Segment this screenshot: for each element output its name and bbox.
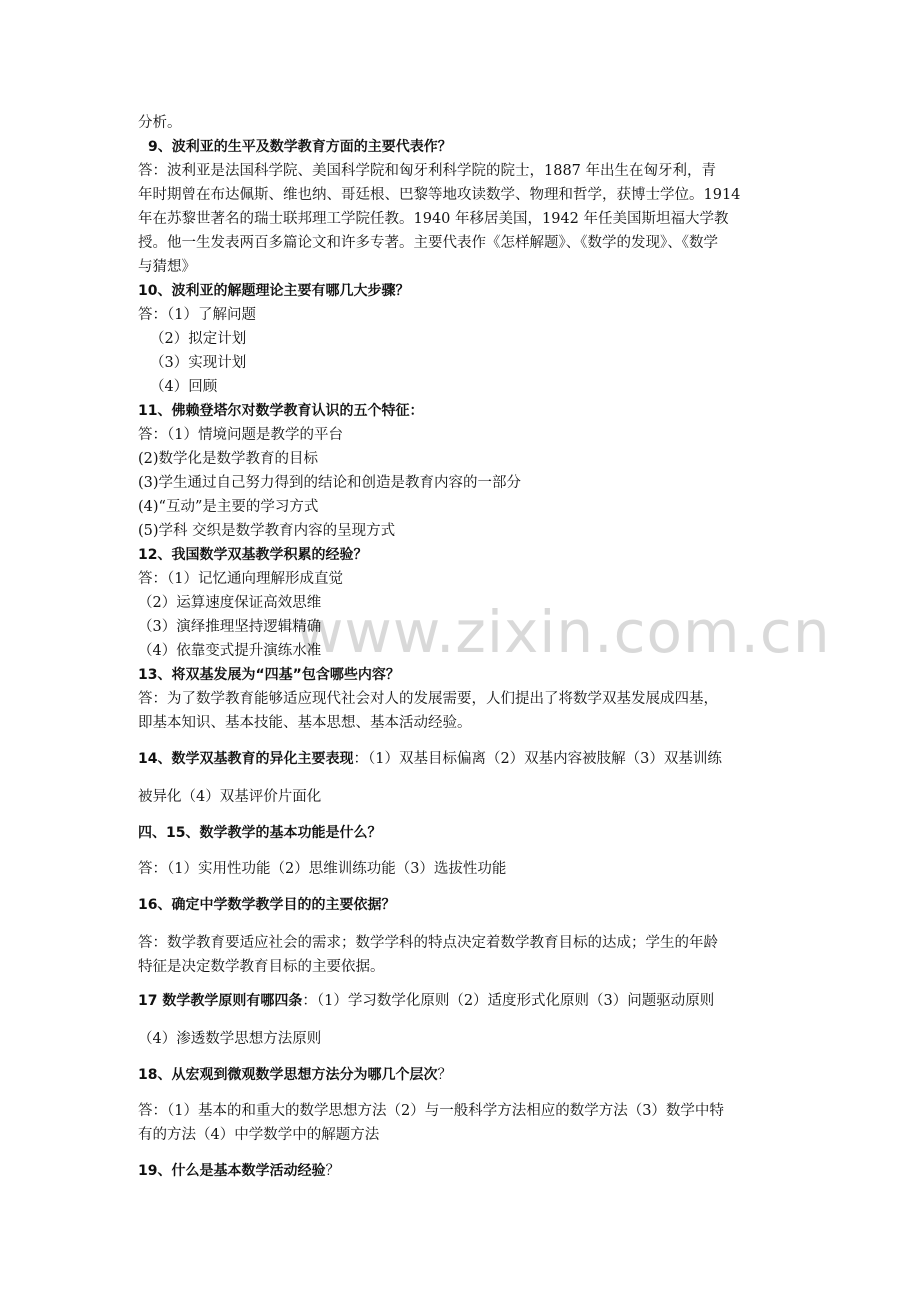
text-line: （4）渗透数学思想方法原则 <box>138 1031 322 1047</box>
text-line: 被异化（4）双基评价片面化 <box>138 789 322 805</box>
question-17-heading: 17 数学教学原则有哪四条 <box>138 993 303 1009</box>
question-18-heading: 18、从宏观到微观数学思想方法分为哪几个层次 <box>138 1067 438 1083</box>
question-17-line <box>138 990 714 1012</box>
question-19-mark: ？ <box>325 1163 340 1179</box>
text-line: 答：（1）实用性功能（2）思维训练功能（3）选拔性功能 <box>138 861 507 877</box>
text-line: 即基本知识、基本技能、基本思想、基本活动经验。 <box>138 715 472 731</box>
question-18-line <box>138 1064 452 1086</box>
text-line: 答：（1）基本的和重大的数学思想方法（2）与一般科学方法相应的数学方法（3）数学中特 <box>138 1103 724 1119</box>
question-11-heading: 11、佛赖登塔尔对数学教育认识的五个特征： <box>138 403 424 419</box>
text-line: 答：为了数学教育能够适应现代社会对人的发展需要，人们提出了将数学双基发展成四基， <box>138 691 718 707</box>
text-line: 有的方法（4）中学数学中的解题方法 <box>138 1127 380 1143</box>
text-line: （3）演绎推理坚持逻辑精确 <box>138 619 322 635</box>
text-line: (2)数学化是数学教育的目标 <box>138 451 319 467</box>
text-line: 答：（1）了解问题 <box>138 307 256 323</box>
question-13-heading: 13、将双基发展为“四基”包含哪些内容？ <box>138 667 400 683</box>
text-line: 授。他一生发表两百多篇论文和许多专著。主要代表作《怎样解题》、《数学的发现》、《数学 <box>138 235 718 251</box>
watermark: www.zixin.com.cn <box>296 598 831 666</box>
question-9-heading: 9、波利亚的生平及数学教育方面的主要代表作？ <box>148 139 452 155</box>
text-line: 特征是决定数学教育目标的主要依据。 <box>138 959 385 975</box>
text-line: （4）回顾 <box>150 379 218 395</box>
text-line: (5)学科 交织是数学教育内容的呈现方式 <box>138 523 396 539</box>
question-14-line <box>138 748 722 770</box>
question-15-heading: 四、15、数学教学的基本功能是什么？ <box>138 825 382 841</box>
text-line: 答：（1）情境问题是教学的平台 <box>138 427 343 443</box>
text-line: 答：（1）记忆通向理解形成直觉 <box>138 571 343 587</box>
text-line: 年在苏黎世著名的瑞士联邦理工学院任教。1940 年移居美国，1942 年任美国斯坦福大学教 <box>138 211 729 227</box>
question-14-heading: 14、数学双基教育的异化主要表现 <box>138 751 354 767</box>
question-10-heading: 10、波利亚的解题理论主要有哪几大步骤？ <box>138 283 410 299</box>
question-18-mark: ？ <box>437 1067 452 1083</box>
question-19-heading: 19、什么是基本数学活动经验 <box>138 1163 326 1179</box>
text-line: 分析。 <box>138 115 182 131</box>
question-19-line <box>138 1160 340 1182</box>
text-line: (4)“互动”是主要的学习方式 <box>138 499 319 515</box>
question-14-answer: ：（1）双基目标偏离（2）双基内容被肢解（3）双基训练 <box>353 751 722 767</box>
text-line: 答：数学教育要适应社会的需求；数学学科的特点决定着数学教育目标的达成；学生的年龄 <box>138 935 718 951</box>
question-16-heading: 16、确定中学数学教学目的的主要依据？ <box>138 897 396 913</box>
question-17-answer: ：（1）学习数学化原则（2）适度形式化原则（3）问题驱动原则 <box>302 993 715 1009</box>
text-line: 年时期曾在布达佩斯、维也纳、哥廷根、巴黎等地攻读数学、物理和哲学，获博士学位。1914 <box>138 187 741 203</box>
text-line: （4）依靠变式提升演练水准 <box>138 643 322 659</box>
text-line: （2）拟定计划 <box>150 331 247 347</box>
text-line: 答：波利亚是法国科学院、美国科学院和匈牙利科学院的院士，1887 年出生在匈牙利，青 <box>138 163 717 179</box>
text-line: 与猜想》 <box>138 259 196 275</box>
text-line: （2）运算速度保证高效思维 <box>138 595 322 611</box>
text-line: (3)学生通过自己努力得到的结论和创造是教育内容的一部分 <box>138 475 522 491</box>
text-line: （3）实现计划 <box>150 355 247 371</box>
question-12-heading: 12、我国数学双基教学积累的经验？ <box>138 547 368 563</box>
